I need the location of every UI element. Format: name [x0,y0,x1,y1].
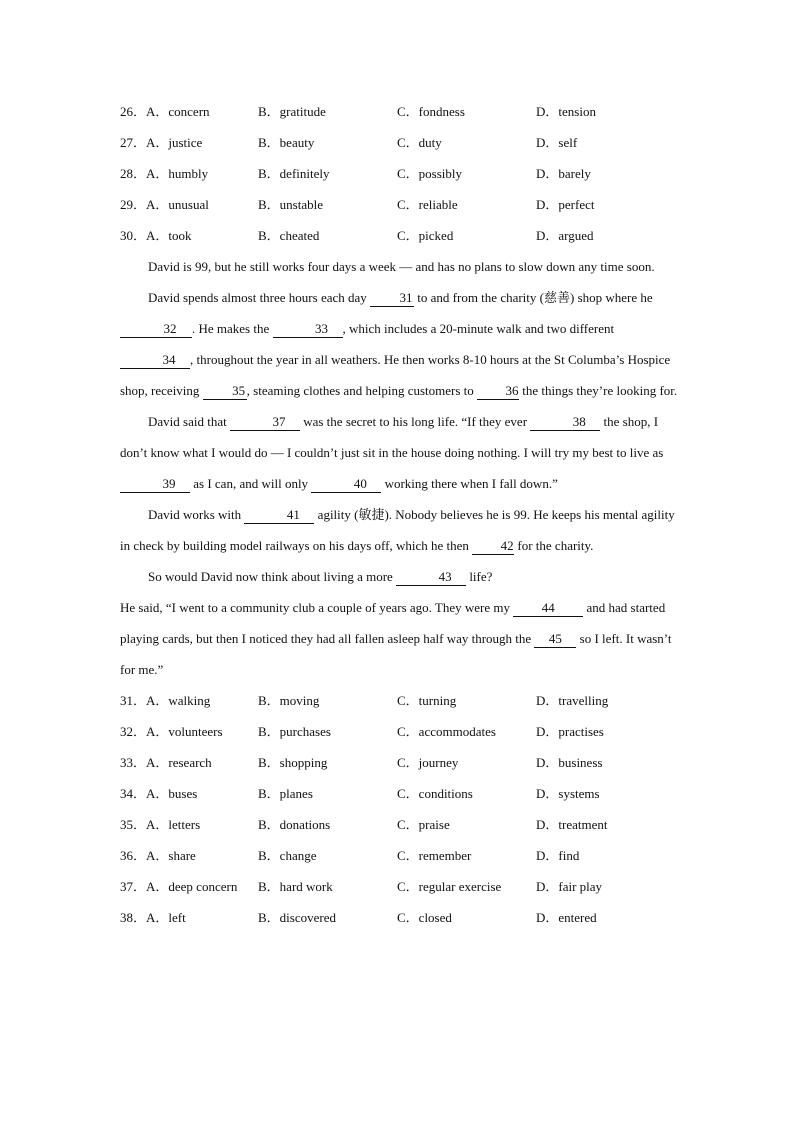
passage-paragraph-4: David works with 41 agility (敏捷). Nobody believes he is 99. He keeps his mental agility in check by building model railways on his days off, which he then 42 for the charity. [120,507,675,553]
question-row-29 [120,189,680,220]
option-d: D．perfect [536,197,595,212]
blank-34: 34 [120,352,190,369]
option-d: D．argued [536,228,594,243]
option-d: D．practises [536,724,604,739]
option-a: 26．A．concern [120,104,210,119]
option-b: B．purchases [258,724,331,739]
blank-40: 40 [311,476,381,493]
option-a: 34．A．buses [120,786,198,801]
option-c: C．fondness [397,104,465,119]
option-a: 38．A．left [120,910,186,925]
exam-page [120,96,680,933]
option-b: B．definitely [258,166,330,181]
blank-35: 35 [203,383,247,400]
option-a: 36．A．share [120,848,196,863]
question-row-33 [120,747,680,778]
option-b: B．unstable [258,197,323,212]
option-c: C．accommodates [397,724,496,739]
option-a: 33．A．research [120,755,212,770]
passage-paragraph-3: David said that 37 was the secret to his long life. “If they ever 38 the shop, I don’t know what I would do — I couldn’t just sit in the house doing nothing. I will try my best to live as 39 as I can, and will only 40 working there when I fall down.” [120,414,664,491]
question-row-31 [120,685,680,716]
option-a: 30．A．took [120,228,192,243]
blank-33: 33 [273,321,343,338]
option-b: B．shopping [258,755,328,770]
blank-44: 44 [513,600,583,617]
option-b: B．beauty [258,135,315,150]
option-a: 37．A．deep concern [120,879,238,894]
option-b: B．gratitude [258,104,326,119]
option-a: 29．A．unusual [120,197,209,212]
option-d: D．self [536,135,578,150]
question-list-31-38 [120,685,680,933]
passage-paragraph-1: David is 99, but he still works four days a week — and has no plans to slow down any time soon. [148,259,655,274]
question-row-26 [120,96,680,127]
option-c: C．conditions [397,786,473,801]
option-b: B．donations [258,817,331,832]
option-d: D．find [536,848,580,863]
cloze-passage [120,251,680,685]
option-d: D．travelling [536,693,609,708]
question-row-32 [120,716,680,747]
blank-37: 37 [230,414,300,431]
option-a: 35．A．letters [120,817,201,832]
question-row-35 [120,809,680,840]
question-row-37 [120,871,680,902]
passage-paragraph-6: He said, “I went to a community club a couple of years ago. They were my 44 and had started playing cards, but then I noticed they had all fallen asleep half way through the 45 so I left. It wasn’t for me.” [120,600,672,677]
question-row-30 [120,220,680,251]
option-c: C．remember [397,848,472,863]
option-c: C．praise [397,817,450,832]
option-a: 32．A．volunteers [120,724,223,739]
blank-45: 45 [534,631,576,648]
option-a: 28．A．humbly [120,166,209,181]
option-c: C．reliable [397,197,458,212]
blank-38: 38 [530,414,600,431]
option-c: C．journey [397,755,459,770]
option-c: C．picked [397,228,454,243]
passage-paragraph-5: So would David now think about living a more 43 life? [148,569,493,584]
option-d: D．tension [536,104,596,119]
option-b: B．moving [258,693,320,708]
question-list-26-30 [120,96,680,251]
option-b: B．discovered [258,910,336,925]
blank-41: 41 [244,507,314,524]
blank-43: 43 [396,569,466,586]
option-d: D．fair play [536,879,603,894]
option-d: D．barely [536,166,591,181]
blank-36: 36 [477,383,519,400]
passage-paragraph-2: David spends almost three hours each day 31 to and from the charity (慈善) shop where he 32 . He makes the 33 , which includes a 20-minute walk and two different 34 , throughout the year in all weathers. He then works 8-10 hours at the St Columba’s Hospice shop, receiving 35 , steaming clothes and helping customers to 36 the things they’re looking for. [120,290,678,398]
blank-39: 39 [120,476,190,493]
option-d: D．systems [536,786,600,801]
question-row-38 [120,902,680,933]
blank-42: 42 [472,538,514,555]
option-b: B．cheated [258,228,320,243]
option-b: B．change [258,848,317,863]
option-c: C．duty [397,135,442,150]
option-c: C．closed [397,910,452,925]
option-b: B．hard work [258,879,333,894]
question-row-34 [120,778,680,809]
blank-32: 32 [120,321,192,338]
question-row-36 [120,840,680,871]
question-row-27 [120,127,680,158]
option-d: D．treatment [536,817,608,832]
option-a: 27．A．justice [120,135,203,150]
option-c: C．turning [397,693,457,708]
option-c: C．possibly [397,166,463,181]
option-d: D．business [536,755,603,770]
option-b: B．planes [258,786,313,801]
option-a: 31．A．walking [120,693,211,708]
option-c: C．regular exercise [397,879,502,894]
option-d: D．entered [536,910,597,925]
question-row-28 [120,158,680,189]
blank-31: 31 [370,290,414,307]
